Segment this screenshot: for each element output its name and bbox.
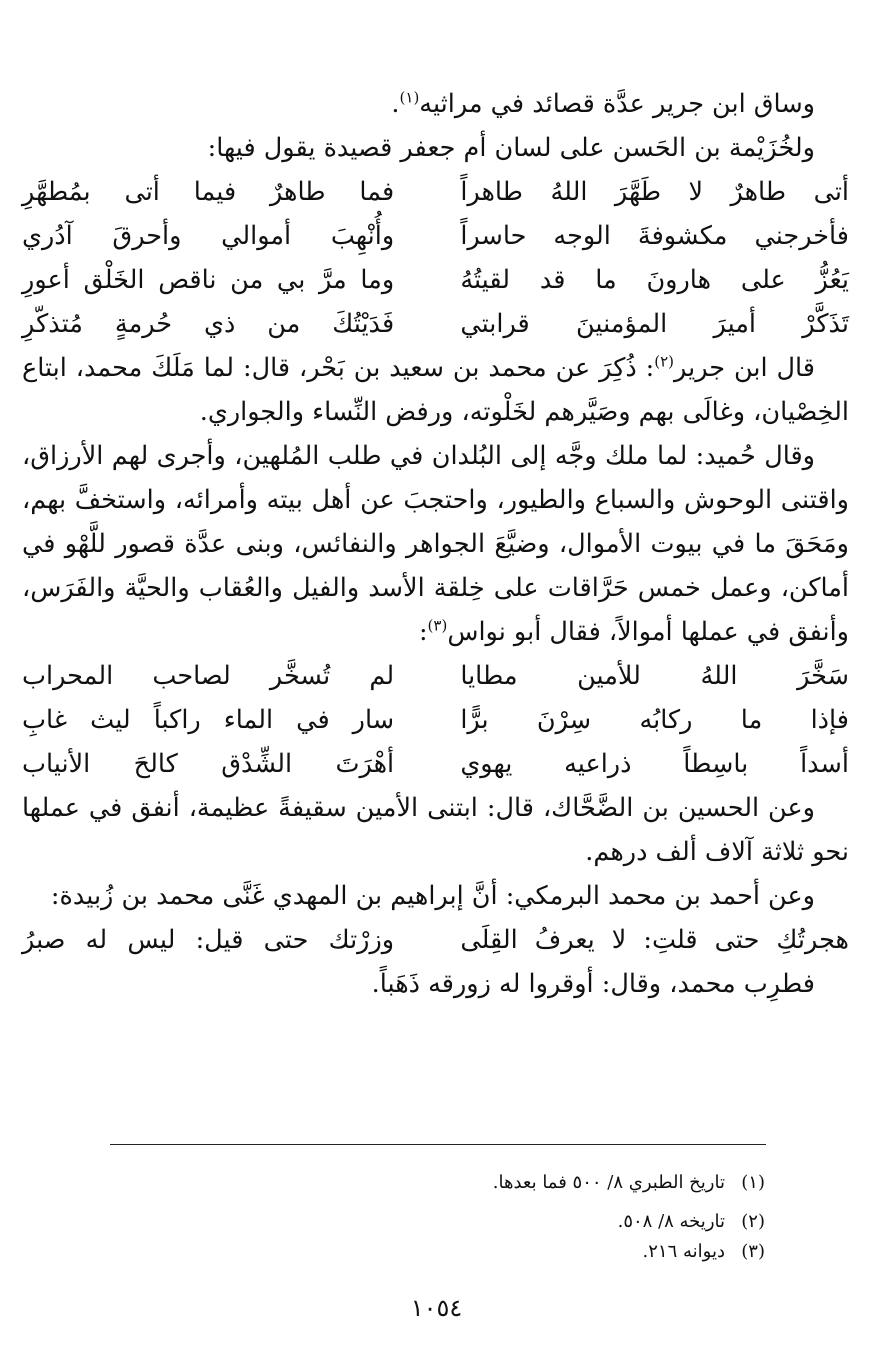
paragraph-3 — [22, 346, 849, 434]
footnote-3 — [643, 1241, 765, 1262]
footnote-text: ديوانه ٢١٦. — [642, 1241, 725, 1262]
paragraph-2: ولخُزَيْمة بن الحَسن على لسان أم جعفر قصيدة يقول فيها: — [207, 133, 815, 163]
footnote-ref-2: (٢) — [654, 352, 675, 371]
verse-second-hemistich: وزرْتك حتى قيل: ليس له صبرُ — [22, 925, 395, 955]
paragraph-3-text: : ذُكِرَ عن محمد بن سعيد بن بَحْر، قال: لما مَلَكَ محمد، ابتاع الخِصْيان، وغالَى بهم وصَيَّرهم لخَلْوته، ورفض النِّساء والجواري. — [22, 353, 849, 427]
verse-line — [22, 918, 849, 962]
footnote-ref-1: (١) — [399, 88, 420, 107]
footnote-2 — [618, 1211, 765, 1232]
page-number: ١٠٥٤ — [410, 1294, 463, 1322]
paragraph-1-end: . — [391, 89, 400, 119]
paragraph-4-text: وقال حُميد: لما ملك وجَّه إلى البُلدان في طلب المُلهين، وأجرى لهم الأرزاق، واقتنى الوحوش والسباع والطيور، واحتجبَ عن أهل بيته وأمرائه، واستخفَّ بهم، ومَحَقَ ما في بيوت الأموال، وضيَّعَ الجواهر والنفائس، وبنى عدَّة قصور للَّهْو في أماكن، وعمل خمس حَرَّاقات على خِلقة الأسد والفيل والعُقاب والحيَّة والفَرَس، وأنفق في عملها أموالاً، فقال أبو نواس — [22, 441, 849, 647]
footnote-ref-3: (٣) — [427, 616, 448, 635]
page-body — [22, 82, 849, 1006]
verse-line — [22, 214, 849, 258]
verse-second-hemistich: أهْرَتَ الشِّدْق كالحَ الأنياب — [22, 749, 395, 779]
paragraph-6: وعن أحمد بن محمد البرمكي: أنَّ إبراهيم بن المهدي غَنَّى محمد بن زُبيدة: — [50, 881, 815, 911]
paragraph-1-text: وساق ابن جرير عدَّة قصائد في مراثيه — [419, 89, 815, 119]
paragraph-5: وعن الحسين بن الضَّحَّاك، قال: ابتنى الأمين سقيفةً عظيمة، أنفق في عملها نحو ثلاثة آلاف ألف درهم. — [22, 793, 849, 867]
verse-line — [22, 258, 849, 302]
verse-second-hemistich: لم تُسخَّر لصاحب المحراب — [22, 661, 395, 691]
footnote-number: (١) — [741, 1172, 765, 1193]
verse-first-hemistich: فإذا ما ركابُه سِرْنَ برًّا — [460, 705, 849, 735]
verse-first-hemistich: تَذَكَّرْ أميرَ المؤمنينَ قرابتي — [460, 309, 849, 339]
footnote-text: تاريخ الطبري ٨/ ٥٠٠ فما بعدها. — [492, 1172, 725, 1193]
verse-first-hemistich: أتى طاهرٌ لا طَهَّرَ اللهُ طاهراً — [460, 177, 849, 207]
paragraph-4-end: : — [418, 617, 428, 647]
verse-second-hemistich: وما مرَّ بي من ناقص الخَلْق أعورِ — [22, 265, 395, 295]
verse-second-hemistich: وأُنْهِبَ أموالي وأحرقَ آدُري — [22, 221, 395, 251]
paragraph-4 — [22, 434, 849, 654]
verse-first-hemistich: أسداً باسِطاً ذراعيه يهوي — [460, 749, 849, 779]
footnote-number: (٣) — [741, 1241, 765, 1262]
verse-second-hemistich: فما طاهرٌ فيما أتى بمُطهَّرِ — [22, 177, 395, 207]
verse-first-hemistich: يَعُزُّ على هارونَ ما قد لقيتُهُ — [460, 265, 849, 295]
verse-line — [22, 170, 849, 214]
paragraph-7: فطرِب محمد، وقال: أوقروا له زورقه ذَهَباً. — [371, 969, 815, 999]
verse-second-hemistich: فَدَيْتُكَ من ذي حُرمةٍ مُتذكّرِ — [22, 309, 395, 339]
verse-line — [22, 302, 849, 346]
verse-first-hemistich: سَخَّرَ اللهُ للأمين مطايا — [460, 661, 849, 691]
verse-line — [22, 742, 849, 786]
footnote-text: تاريخه ٨/ ٥٠٨. — [617, 1211, 725, 1232]
footnote-number: (٢) — [741, 1211, 765, 1232]
paragraph-1 — [22, 82, 849, 126]
verse-line — [22, 698, 849, 742]
footnote-1 — [493, 1172, 765, 1193]
verse-first-hemistich: هجرتُكِ حتى قلتِ: لا يعرفُ القِلَى — [460, 925, 849, 955]
verse-second-hemistich: سار في الماء راكباً ليث غابِ — [22, 705, 395, 735]
verse-first-hemistich: فأخرجني مكشوفةَ الوجه حاسراً — [460, 221, 849, 251]
footnote-divider — [110, 1144, 766, 1145]
paragraph-3-lead: قال ابن جرير — [674, 353, 815, 383]
verse-line — [22, 654, 849, 698]
